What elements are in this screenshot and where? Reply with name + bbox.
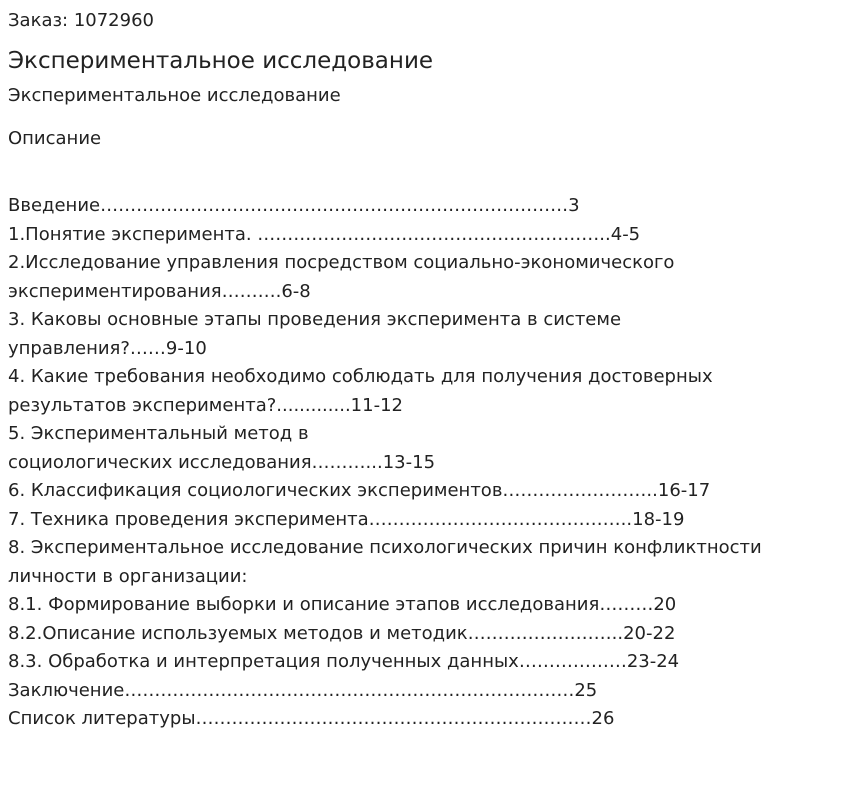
toc-line: 3. Каковы основные этапы проведения эксперимента в системе (8, 309, 622, 330)
toc-line: Введение……………………………………………………………………3 (8, 195, 580, 216)
toc-line: 7. Техника проведения эксперимента……………………………………..18-19 (8, 508, 685, 530)
page-subtitle: Экспериментальное исследование (8, 85, 341, 106)
toc-line: 6. Классификация социологических экспериментов……………………..16-17 (8, 480, 711, 501)
toc-line: социологических исследования………...13-15 (8, 451, 436, 473)
toc-line: 2.Исследование управления посредством социально-экономического (8, 252, 675, 273)
toc-line: 1.Понятие эксперимента. …………………………………………………..4-5 (8, 223, 641, 245)
toc-line: 5. Экспериментальный метод в (8, 423, 309, 444)
page-title: Экспериментальное исследование (8, 48, 434, 74)
toc-line: Заключение…………………………………………………………………25 (8, 679, 598, 701)
toc-line: 8.1. Формирование выборки и описание этапов исследования………20 (8, 594, 677, 615)
toc-line: экспериментирования……….6-8 (8, 280, 311, 302)
toc-line: 8.3. Обработка и интерпретация полученных данных………………23-24 (8, 651, 680, 672)
toc-line: личности в организации: (8, 565, 248, 587)
toc-line: 4. Какие требования необходимо соблюдать для получения достоверных (8, 366, 713, 387)
order-number: Заказ: 1072960 (8, 10, 154, 31)
toc-line: 8. Экспериментальное исследование психологических причин конфликтности (8, 537, 762, 558)
toc-line: Список литературы…………………………………………………………26 (8, 708, 615, 729)
description-heading: Описание (8, 128, 102, 149)
toc-line: управления?……9-10 (8, 337, 207, 359)
toc-line: 8.2.Описание используемых методов и методик……………………..20-22 (8, 622, 676, 644)
table-of-contents (8, 150, 839, 734)
toc-line: результатов эксперимента?.............11-12 (8, 394, 403, 416)
